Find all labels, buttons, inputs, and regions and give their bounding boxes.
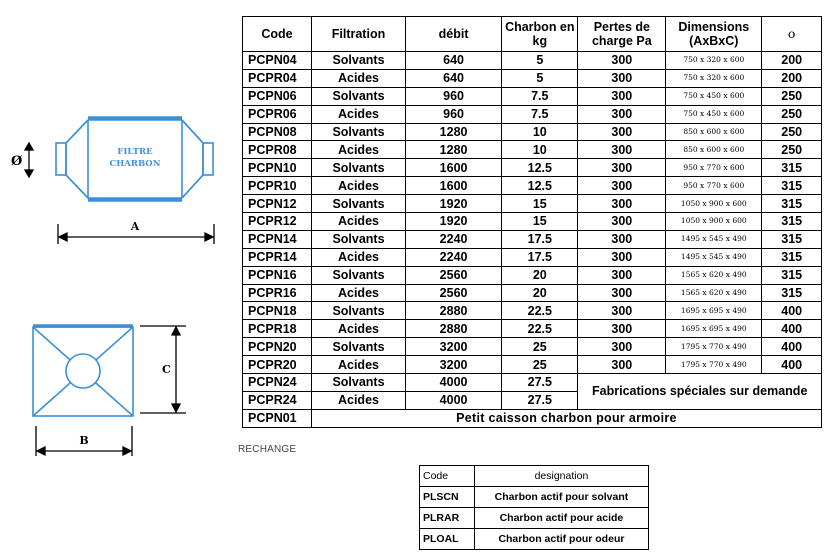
cell-debit: 960 xyxy=(406,87,502,105)
cell-pertes: 300 xyxy=(578,213,666,231)
cell-code: PCPR06 xyxy=(243,105,312,123)
cell-code: PCPR04 xyxy=(243,69,312,87)
cell-pertes: 300 xyxy=(578,302,666,320)
cell-diameter: 200 xyxy=(762,69,822,87)
cell-code: PCPN01 xyxy=(243,409,312,427)
table-row xyxy=(243,302,822,320)
cell-dimensions: 850 x 600 x 600 xyxy=(666,123,762,141)
cell-pertes: 300 xyxy=(578,284,666,302)
cell-charbon: 22.5 xyxy=(502,320,578,338)
cell-dimensions: 1695 x 695 x 490 xyxy=(666,320,762,338)
cell-dimensions: 1695 x 695 x 490 xyxy=(666,302,762,320)
cell-filtration: Acides xyxy=(311,248,405,266)
cell-charbon: 12.5 xyxy=(502,177,578,195)
header-diameter: o xyxy=(762,17,822,52)
cell-filtration: Solvants xyxy=(311,338,405,356)
cell-filtration: Acides xyxy=(311,69,405,87)
cell-dimensions: 850 x 600 x 600 xyxy=(666,141,762,159)
cell-pertes: 300 xyxy=(578,338,666,356)
replacement-code: PLRAR xyxy=(420,508,475,529)
cell-filtration: Acides xyxy=(311,177,405,195)
cell-diameter: 400 xyxy=(762,356,822,374)
replacement-table xyxy=(419,465,649,550)
cell-dimensions: 750 x 450 x 600 xyxy=(666,105,762,123)
cell-description: Petit caisson charbon pour armoire xyxy=(311,409,821,427)
cell-charbon: 15 xyxy=(502,195,578,213)
header-filtration: Filtration xyxy=(311,17,405,52)
special-order-note: Fabrications spéciales sur demande xyxy=(578,374,822,410)
cell-dimensions: 1795 x 770 x 490 xyxy=(666,356,762,374)
dimension-c-label: C xyxy=(162,363,171,376)
cell-charbon: 27.5 xyxy=(502,391,578,409)
cell-diameter: 250 xyxy=(762,123,822,141)
replacement-header-row xyxy=(420,466,649,487)
cell-pertes: 300 xyxy=(578,52,666,70)
cell-dimensions: 750 x 320 x 600 xyxy=(666,52,762,70)
cell-debit: 4000 xyxy=(406,374,502,392)
cell-diameter: 315 xyxy=(762,213,822,231)
cell-debit: 1280 xyxy=(406,141,502,159)
cell-filtration: Solvants xyxy=(311,230,405,248)
cell-pertes: 300 xyxy=(578,195,666,213)
cell-code: PCPR18 xyxy=(243,320,312,338)
cell-code: PCPN08 xyxy=(243,123,312,141)
cell-debit: 2560 xyxy=(406,284,502,302)
product-table xyxy=(242,16,822,428)
replacement-designation: Charbon actif pour acide xyxy=(474,508,648,529)
replacement-row xyxy=(420,487,649,508)
replacement-code: PLOAL xyxy=(420,529,475,550)
cell-charbon: 10 xyxy=(502,141,578,159)
table-row xyxy=(243,409,822,427)
cell-dimensions: 1565 x 620 x 490 xyxy=(666,284,762,302)
cell-charbon: 17.5 xyxy=(502,230,578,248)
table-row xyxy=(243,356,822,374)
filter-front-view xyxy=(33,326,133,416)
cell-charbon: 27.5 xyxy=(502,374,578,392)
table-row xyxy=(243,195,822,213)
cell-diameter: 250 xyxy=(762,105,822,123)
cell-charbon: 15 xyxy=(502,213,578,231)
cell-diameter: 315 xyxy=(762,284,822,302)
cell-diameter: 400 xyxy=(762,302,822,320)
diameter-label: Ø xyxy=(11,154,23,169)
table-row xyxy=(243,284,822,302)
dimension-b-label: B xyxy=(79,434,89,447)
cell-charbon: 22.5 xyxy=(502,302,578,320)
replacement-designation: Charbon actif pour odeur xyxy=(474,529,648,550)
cell-dimensions: 750 x 320 x 600 xyxy=(666,69,762,87)
cell-debit: 1920 xyxy=(406,213,502,231)
cell-debit: 2880 xyxy=(406,302,502,320)
replacement-row xyxy=(420,529,649,550)
cell-pertes: 300 xyxy=(578,320,666,338)
replacement-header-code: Code xyxy=(420,466,475,487)
cell-debit: 1600 xyxy=(406,177,502,195)
cell-pertes: 300 xyxy=(578,266,666,284)
cell-debit: 1280 xyxy=(406,123,502,141)
cell-filtration: Solvants xyxy=(311,159,405,177)
cell-diameter: 315 xyxy=(762,159,822,177)
cell-diameter: 250 xyxy=(762,141,822,159)
cell-diameter: 315 xyxy=(762,248,822,266)
replacement-row xyxy=(420,508,649,529)
cell-filtration: Acides xyxy=(311,213,405,231)
cell-pertes: 300 xyxy=(578,141,666,159)
cell-charbon: 5 xyxy=(502,69,578,87)
cell-charbon: 12.5 xyxy=(502,159,578,177)
cell-charbon: 5 xyxy=(502,52,578,70)
cell-debit: 3200 xyxy=(406,338,502,356)
cell-diameter: 315 xyxy=(762,195,822,213)
cell-code: PCPR24 xyxy=(243,391,312,409)
table-row xyxy=(243,159,822,177)
cell-diameter: 400 xyxy=(762,338,822,356)
cell-pertes: 300 xyxy=(578,230,666,248)
table-row xyxy=(243,141,822,159)
cell-charbon: 17.5 xyxy=(502,248,578,266)
table-row xyxy=(243,69,822,87)
header-pertes: Pertes de charge Pa xyxy=(578,17,666,52)
cell-debit: 640 xyxy=(406,52,502,70)
cell-dimensions: 750 x 450 x 600 xyxy=(666,87,762,105)
rechange-label: RECHANGE xyxy=(238,444,297,455)
table-row xyxy=(243,320,822,338)
cell-code: PCPN24 xyxy=(243,374,312,392)
cell-debit: 2240 xyxy=(406,230,502,248)
cell-pertes: 300 xyxy=(578,159,666,177)
cell-pertes: 300 xyxy=(578,356,666,374)
cell-pertes: 300 xyxy=(578,177,666,195)
table-row xyxy=(243,230,822,248)
cell-dimensions: 1050 x 900 x 600 xyxy=(666,195,762,213)
cell-filtration: Acides xyxy=(311,105,405,123)
cell-dimensions: 1050 x 900 x 600 xyxy=(666,213,762,231)
filter-label-line1: FILTRE xyxy=(117,147,153,157)
cell-charbon: 20 xyxy=(502,284,578,302)
table-row xyxy=(243,338,822,356)
cell-filtration: Solvants xyxy=(311,302,405,320)
cell-pertes: 300 xyxy=(578,87,666,105)
diameter-arrow xyxy=(25,143,33,177)
cell-debit: 640 xyxy=(406,69,502,87)
cell-debit: 3200 xyxy=(406,356,502,374)
cell-dimensions: 950 x 770 x 600 xyxy=(666,177,762,195)
cell-code: PCPN16 xyxy=(243,266,312,284)
cell-filtration: Solvants xyxy=(311,52,405,70)
cell-debit: 960 xyxy=(406,105,502,123)
cell-filtration: Solvants xyxy=(311,195,405,213)
cell-charbon: 25 xyxy=(502,356,578,374)
cell-code: PCPR12 xyxy=(243,213,312,231)
table-row xyxy=(243,248,822,266)
cell-filtration: Solvants xyxy=(311,374,405,392)
cell-filtration: Solvants xyxy=(311,266,405,284)
cell-debit: 2240 xyxy=(406,248,502,266)
cell-code: PCPR16 xyxy=(243,284,312,302)
replacement-designation: Charbon actif pour solvant xyxy=(474,487,648,508)
table-row xyxy=(243,177,822,195)
header-dimensions: Dimensions (AxBxC) xyxy=(666,17,762,52)
table-row xyxy=(243,374,822,392)
cell-pertes: 300 xyxy=(578,69,666,87)
cell-filtration: Acides xyxy=(311,391,405,409)
cell-code: PCPR10 xyxy=(243,177,312,195)
cell-pertes: 300 xyxy=(578,123,666,141)
cell-diameter: 200 xyxy=(762,52,822,70)
cell-dimensions: 1495 x 545 x 490 xyxy=(666,230,762,248)
table-header-row xyxy=(243,17,822,52)
cell-code: PCPN14 xyxy=(243,230,312,248)
cell-diameter: 250 xyxy=(762,87,822,105)
table-row xyxy=(243,213,822,231)
cell-diameter: 315 xyxy=(762,177,822,195)
cell-code: PCPN20 xyxy=(243,338,312,356)
cell-code: PCPN04 xyxy=(243,52,312,70)
cell-filtration: Acides xyxy=(311,320,405,338)
cell-pertes: 300 xyxy=(578,105,666,123)
cell-filtration: Solvants xyxy=(311,123,405,141)
cell-charbon: 7.5 xyxy=(502,105,578,123)
table-row xyxy=(243,105,822,123)
cell-debit: 2560 xyxy=(406,266,502,284)
cell-pertes: 300 xyxy=(578,248,666,266)
dimension-a-label: A xyxy=(130,220,140,233)
cell-code: PCPN18 xyxy=(243,302,312,320)
cell-charbon: 7.5 xyxy=(502,87,578,105)
cell-code: PCPR14 xyxy=(243,248,312,266)
cell-dimensions: 1495 x 545 x 490 xyxy=(666,248,762,266)
cell-charbon: 20 xyxy=(502,266,578,284)
cell-code: PCPR08 xyxy=(243,141,312,159)
cell-diameter: 400 xyxy=(762,320,822,338)
cell-charbon: 25 xyxy=(502,338,578,356)
cell-debit: 1920 xyxy=(406,195,502,213)
cell-charbon: 10 xyxy=(502,123,578,141)
cell-dimensions: 1565 x 620 x 490 xyxy=(666,266,762,284)
table-row xyxy=(243,123,822,141)
cell-debit: 4000 xyxy=(406,391,502,409)
header-charbon: Charbon en kg xyxy=(502,17,578,52)
table-row xyxy=(243,87,822,105)
header-debit: débit xyxy=(406,17,502,52)
header-code: Code xyxy=(243,17,312,52)
cell-filtration: Acides xyxy=(311,141,405,159)
filter-label-line2: CHARBON xyxy=(109,159,161,169)
filter-diagram xyxy=(0,0,240,480)
cell-debit: 1600 xyxy=(406,159,502,177)
cell-code: PCPR20 xyxy=(243,356,312,374)
cell-dimensions: 950 x 770 x 600 xyxy=(666,159,762,177)
replacement-header-designation: designation xyxy=(474,466,648,487)
cell-filtration: Solvants xyxy=(311,87,405,105)
cell-filtration: Acides xyxy=(311,284,405,302)
cell-diameter: 315 xyxy=(762,230,822,248)
table-row xyxy=(243,266,822,284)
cell-diameter: 315 xyxy=(762,266,822,284)
cell-code: PCPN12 xyxy=(243,195,312,213)
replacement-code: PLSCN xyxy=(420,487,475,508)
cell-code: PCPN06 xyxy=(243,87,312,105)
cell-debit: 2880 xyxy=(406,320,502,338)
cell-filtration: Acides xyxy=(311,356,405,374)
cell-dimensions: 1795 x 770 x 490 xyxy=(666,338,762,356)
cell-code: PCPN10 xyxy=(243,159,312,177)
table-row xyxy=(243,52,822,70)
